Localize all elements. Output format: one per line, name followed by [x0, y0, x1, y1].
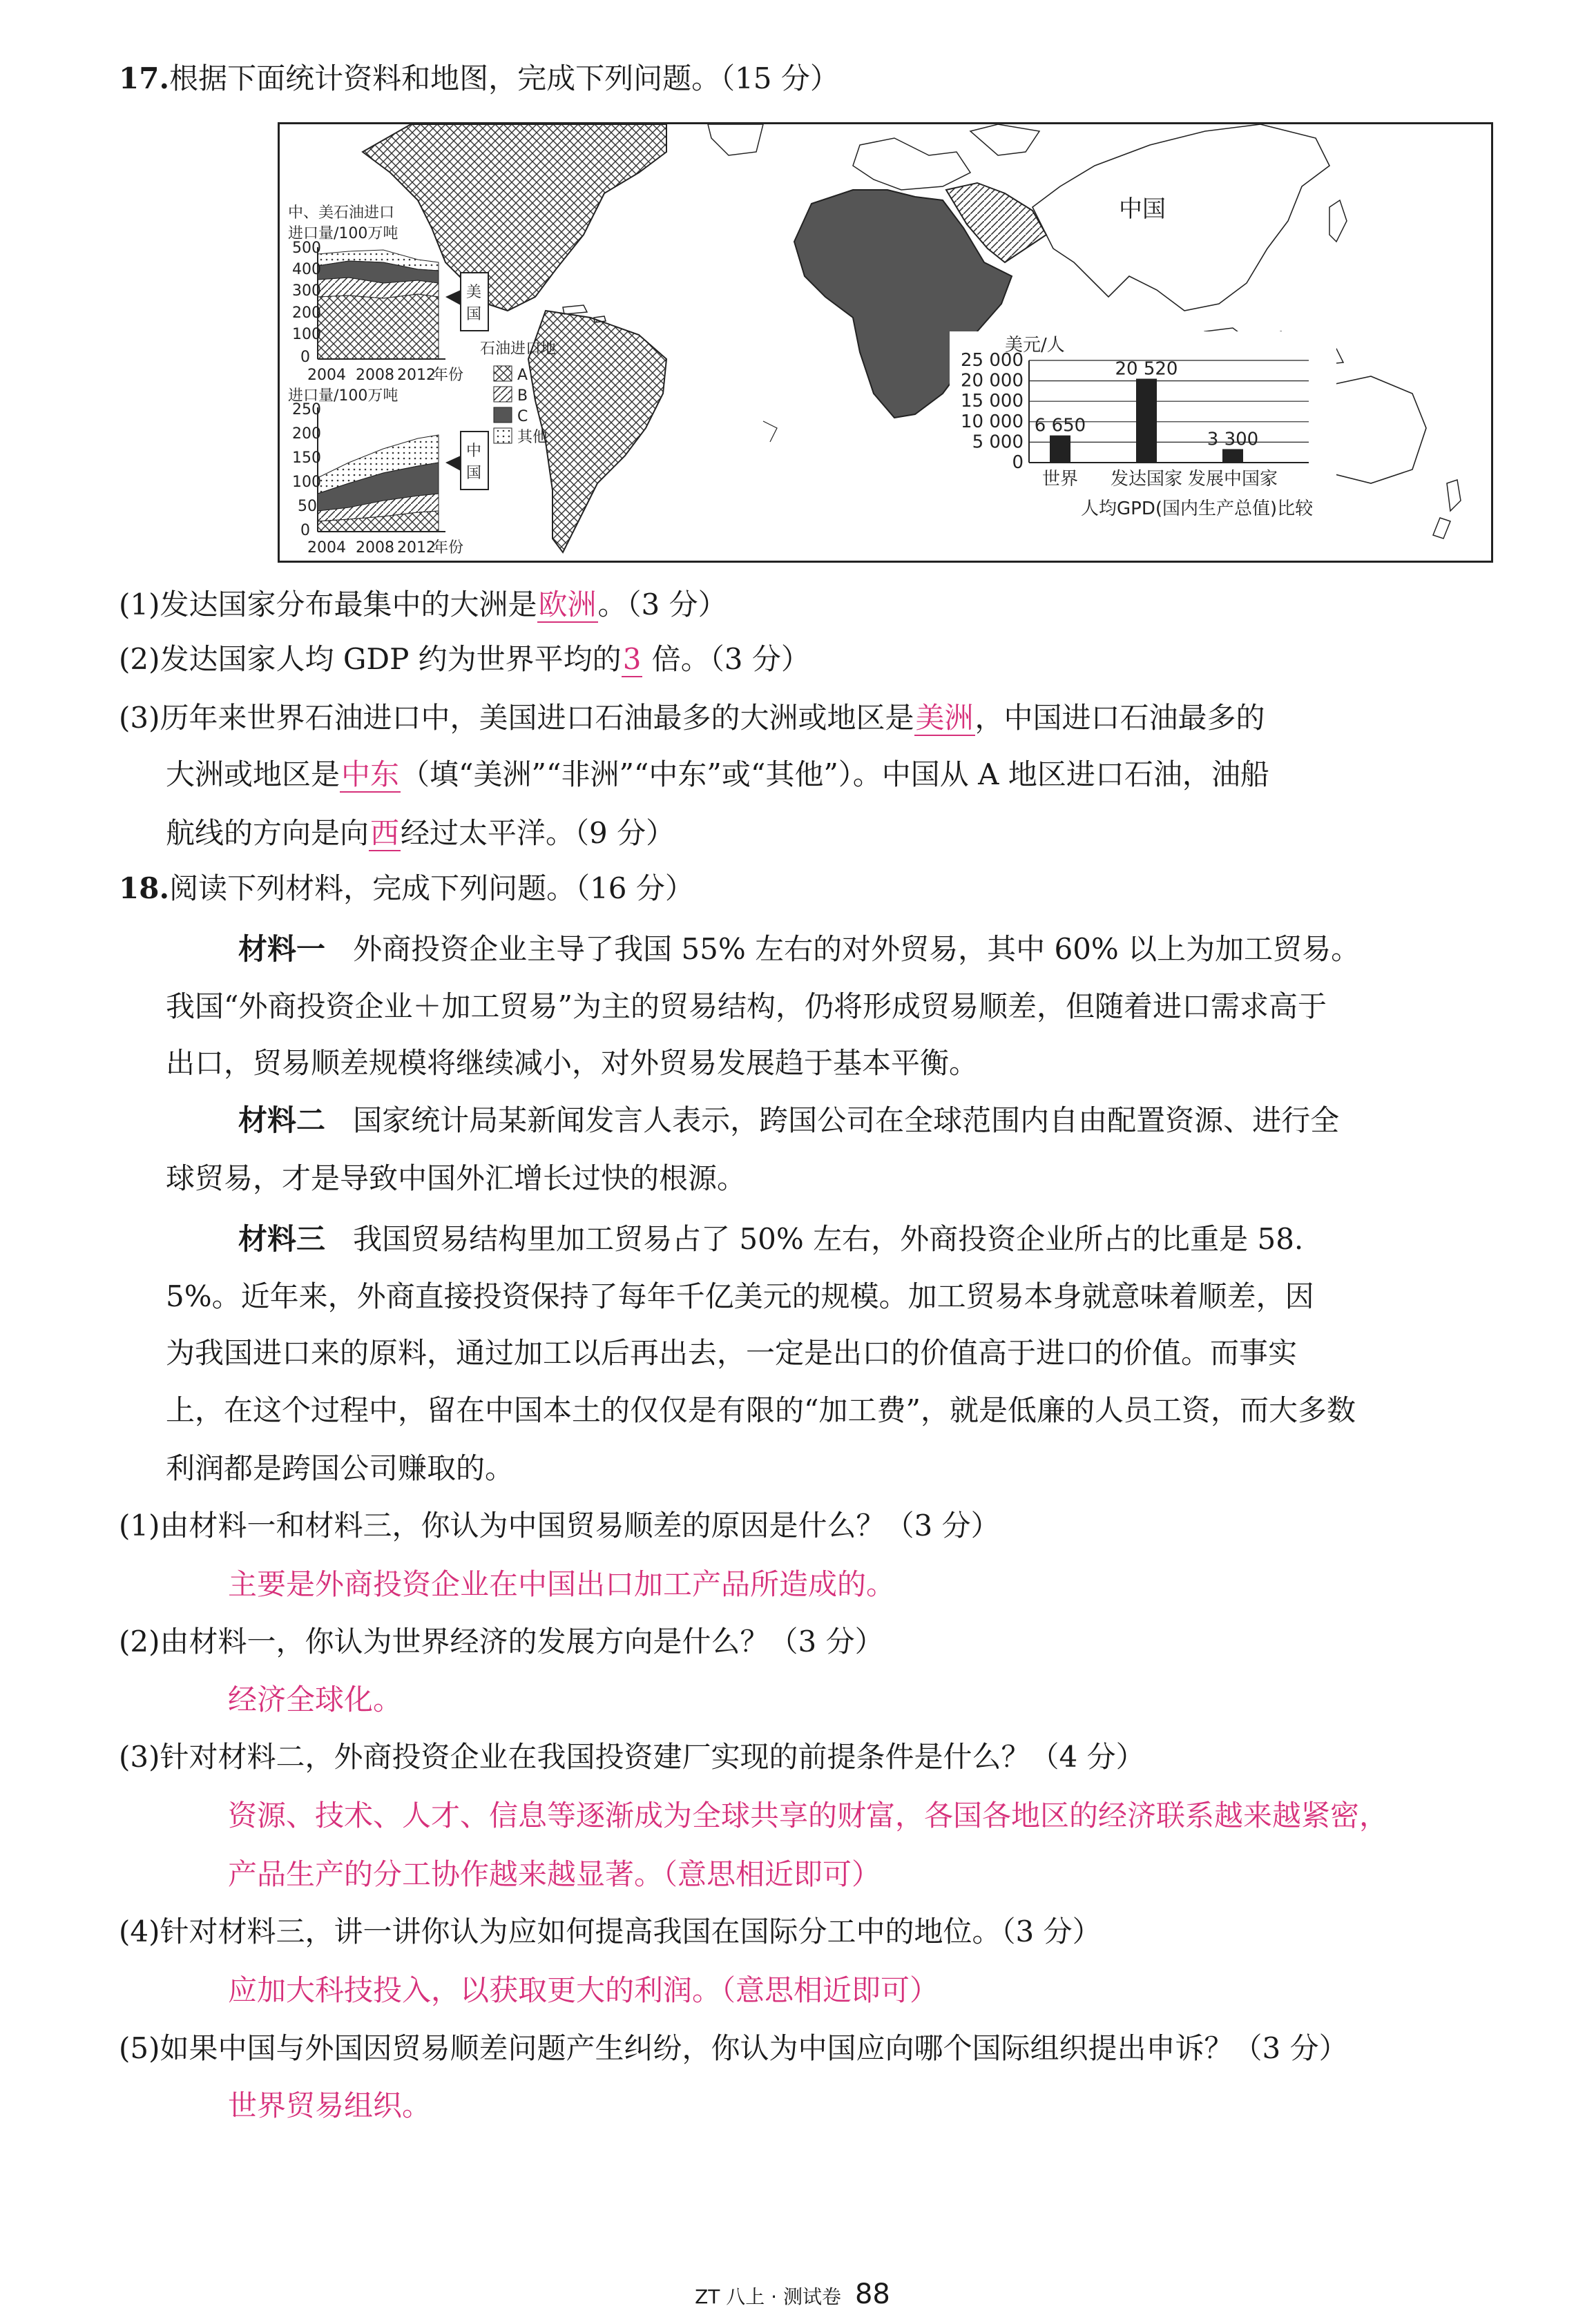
gdp-value-label-2: 3 300 — [1207, 429, 1259, 450]
us-label-2: 国 — [466, 306, 482, 323]
legend-title: 石油进口地 — [480, 340, 557, 358]
q17-sub3-line3-post: 经过太平洋。（9 分） — [401, 816, 675, 850]
q17-number: 17. — [119, 61, 170, 95]
m2-line2: 球贸易，才是导致中国外汇增长过快的根源。 — [166, 1161, 747, 1195]
us-xtick-2004: 2004 — [307, 367, 346, 384]
q18-number: 18. — [119, 871, 170, 905]
q17-sub2 — [119, 639, 810, 680]
cn-ytick-250: 250 — [292, 401, 321, 418]
m2-text-1: 国家统计局某新闻发言人表示，跨国公司在全球范围内自由配置资源、进行全 — [353, 1103, 1340, 1137]
cn-ytick-200: 200 — [292, 425, 321, 443]
gdp-ytick: 15 000 — [961, 391, 1024, 412]
q18-title-text: 阅读下列材料，完成下列问题。（16 分） — [169, 871, 694, 905]
us-xunit: 年份 — [433, 367, 464, 384]
gdp-ylabel: 美元/人 — [1005, 335, 1065, 356]
gdp-ytick: 0 — [1012, 452, 1024, 473]
q17-sub2-answer: 3 — [622, 642, 642, 676]
gdp-ytick: 5 000 — [972, 432, 1024, 453]
gdp-ytick: 20 000 — [961, 370, 1024, 391]
us-label-1: 美 — [466, 284, 482, 301]
m1-line1 — [238, 929, 1360, 970]
gdp-category-label-0: 世界 — [1041, 469, 1079, 490]
m3-text-1: 我国贸易结构里加工贸易占了 50% 左右，外商投资企业所占的比重是 58. — [353, 1222, 1304, 1256]
us-ytick-300: 300 — [292, 282, 321, 300]
us-xtick-2008: 2008 — [356, 367, 394, 384]
m3-line2: 5%。近年来，外商直接投资保持了每年千亿美元的规模。加工贸易本身就意味着顺差，因 — [166, 1279, 1314, 1313]
q17-sub3-pre: (3)历年来世界石油进口中，美国进口石油最多的大洲或地区是 — [119, 701, 914, 735]
oil-us-unit: 进口量/100万吨 — [288, 225, 398, 242]
q17-sub3-line2-pre: 大洲或地区是 — [166, 757, 340, 791]
q17-sub2-post: 倍。（3 分） — [642, 642, 810, 676]
map-label-china: 中国 — [1119, 195, 1166, 223]
q17-sub3-line1 — [119, 697, 1265, 739]
m3-line1 — [238, 1219, 1303, 1260]
cn-ytick-100: 100 — [292, 474, 321, 491]
cn-xunit: 年份 — [433, 539, 464, 556]
legend-other: 其他 — [517, 429, 548, 446]
q18-sub3-question: (3)针对材料二，外商投资企业在我国投资建厂实现的前提条件是什么？（4 分） — [119, 1740, 1145, 1774]
oil-cn-unit: 进口量/100万吨 — [288, 387, 398, 405]
m2-label: 材料二 — [238, 1103, 326, 1137]
q17-sub3-line2-post: （填“美洲”“非洲”“中东”或“其他”）。中国从 A 地区进口石油，油船 — [401, 757, 1269, 791]
cn-label-2: 国 — [466, 465, 482, 482]
us-xtick-2012: 2012 — [397, 367, 436, 384]
cn-label-1: 中 — [466, 443, 482, 460]
m1-label: 材料一 — [238, 932, 326, 966]
q18-sub1-answer: 主要是外商投资企业在中国出口加工产品所造成的。 — [228, 1567, 896, 1601]
oil-legend — [480, 340, 556, 446]
oil-chart-title: 中、美石油进口 — [288, 204, 395, 222]
world-map-figure — [278, 122, 1493, 563]
q17-sub3-mid: ，中国进口石油最多的 — [974, 701, 1265, 735]
us-ytick-0: 0 — [300, 349, 310, 366]
q17-sub1-pre: (1)发达国家分布最集中的大洲是 — [119, 588, 537, 621]
gdp-bar-1 — [1136, 379, 1157, 463]
q17-sub3-answer3: 西 — [370, 816, 400, 850]
m3-line3: 为我国进口来的原料，通过加工以后再出去，一定是出口的价值高于进口的价值。而事实 — [166, 1336, 1298, 1370]
q17-sub3-line3-pre: 航线的方向是向 — [166, 816, 369, 850]
legend-b: B — [517, 387, 528, 405]
q17-sub1-post: 。（3 分） — [597, 588, 727, 621]
gdp-bar-chart — [950, 331, 1336, 525]
cn-xtick-2008: 2008 — [356, 539, 394, 556]
q17-sub1-answer: 欧洲 — [538, 588, 597, 621]
gdp-value-label-0: 6 650 — [1034, 415, 1086, 436]
q18-sub5-question: (5)如果中国与外国因贸易顺差问题产生纠纷，你认为中国应向哪个国际组织提出申诉？（3 分） — [119, 2031, 1348, 2065]
gdp-ytick: 25 000 — [961, 350, 1024, 371]
us-oil-chart — [292, 240, 488, 384]
gdp-bar-0 — [1050, 436, 1070, 463]
q18-sub5-answer: 世界贸易组织。 — [228, 2089, 432, 2122]
q17-sub3-answer2: 中东 — [341, 757, 400, 791]
cn-xtick-2004: 2004 — [307, 539, 346, 556]
q18-sub4-question: (4)针对材料三，讲一讲你认为应如何提高我国在国际分工中的地位。（3 分） — [119, 1915, 1102, 1948]
m3-line5: 利润都是跨国公司赚取的。 — [166, 1451, 515, 1485]
q17-sub3-line3 — [166, 813, 675, 854]
q17-sub3-answer1: 美洲 — [915, 701, 974, 735]
oil-import-inset — [280, 124, 708, 561]
gdp-title: 人均GPD(国内生产总值)比较 — [1081, 498, 1314, 519]
q17-sub1 — [119, 584, 727, 626]
q17-sub3-line2 — [166, 754, 1269, 795]
q18-sub1-question: (1)由材料一和材料三，你认为中国贸易顺差的原因是什么？（3 分） — [119, 1509, 1000, 1542]
q18-sub3-answer-1: 资源、技术、人才、信息等逐渐成为全球共享的财富，各国各地区的经济联系越来越紧密， — [228, 1799, 1389, 1832]
m1-line2: 我国“外商投资企业＋加工贸易”为主的贸易结构，仍将形成贸易顺差，但随着进口需求高于 — [166, 989, 1327, 1023]
q17-title — [119, 58, 839, 99]
us-ytick-500: 500 — [292, 240, 321, 257]
q18-sub3-answer-2: 产品生产的分工协作越来越显著。（意思相近即可） — [228, 1857, 881, 1891]
m2-line1 — [238, 1100, 1339, 1141]
m1-text-1: 外商投资企业主导了我国 55% 左右的对外贸易，其中 60% 以上为加工贸易。 — [353, 932, 1361, 966]
us-ytick-100: 100 — [292, 326, 321, 343]
us-ytick-400: 400 — [292, 261, 321, 278]
gdp-ytick: 10 000 — [961, 411, 1024, 432]
gdp-bar-2 — [1222, 449, 1243, 463]
q18-sub4-answer: 应加大科技投入，以获取更大的利润。（意思相近即可） — [228, 1973, 939, 2007]
page-number: 88 — [854, 2278, 890, 2310]
m1-line3: 出口，贸易顺差规模将继续减小，对外贸易发展趋于基本平衡。 — [166, 1046, 979, 1080]
us-ytick-200: 200 — [292, 304, 321, 322]
q18-title — [119, 868, 694, 909]
q18-sub2-answer: 经济全球化。 — [228, 1683, 403, 1716]
q18-sub2-question: (2)由材料一，你认为世界经济的发展方向是什么？（3 分） — [119, 1625, 884, 1658]
cn-ytick-150: 150 — [292, 449, 321, 467]
m3-label: 材料三 — [238, 1222, 326, 1256]
cn-oil-chart — [292, 401, 488, 556]
q17-title-text: 根据下面统计资料和地图，完成下列问题。（15 分） — [169, 61, 839, 95]
gdp-category-label-1: 发达国家 — [1110, 469, 1183, 490]
legend-a: A — [517, 367, 528, 384]
gdp-value-label-1: 20 520 — [1115, 358, 1178, 380]
footer-label: ZT 八上 · 测试卷 — [695, 2285, 841, 2308]
page-footer — [0, 2278, 1585, 2310]
m3-line4: 上，在这个过程中，留在中国本土的仅仅是有限的“加工费”，就是低廉的人员工资，而大多数 — [166, 1393, 1356, 1427]
q17-sub2-pre: (2)发达国家人均 GDP 约为世界平均的 — [119, 642, 622, 676]
legend-c: C — [517, 408, 528, 425]
gdp-category-label-2: 发展中国家 — [1187, 469, 1278, 490]
cn-ytick-50: 50 — [298, 498, 317, 515]
cn-ytick-0: 0 — [300, 522, 310, 539]
cn-xtick-2012: 2012 — [397, 539, 436, 556]
